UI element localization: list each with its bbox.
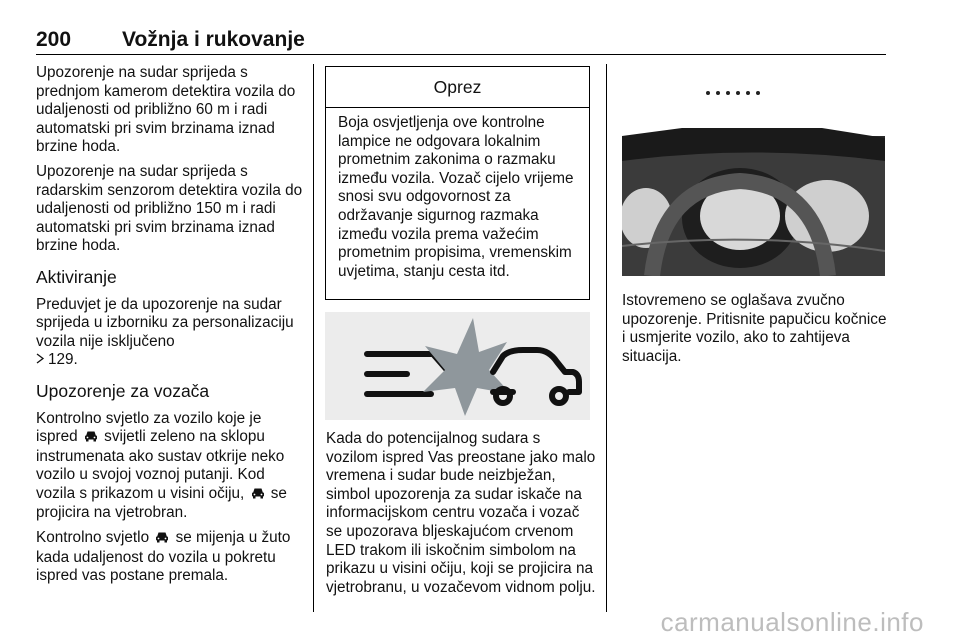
car-front-icon [84,429,98,448]
collision-caption: Kada do potencijalnog sudara s vozilom ispred Vas preostane jako malo vremena i sudar bude neizbježan, simbol upozorenja za sudar iskače na informacijskom centru vozača i vozač se upozorava bljeskajućom crvenom LED trakom ili iskočnim simbolom na prikazu u visini očiju, koji se projicira na vjetrobranu, u vozačevom vidnom polju. [326,430,596,596]
sound-warning-caption: Istovremeno se oglašava zvučno upozorenje. Pritisnite papučicu kočnice i usmjerite vozilo, ako to zahtijeva situacija. [622,292,887,365]
indicator-text-c: se projicira na vjetrobran. [36,484,287,522]
car-front-icon [155,530,169,549]
indicator-text-b: svijetli zeleno na sklopu instrumenata ako sustav otkrije neko vozilo u svojoj voznoj putanji. Kod vozila s prikazom u visini očiju, [36,428,285,502]
page-header [36,24,886,55]
page-number: 200 [36,28,72,51]
page-title: Vožnja i rukovanje [122,28,305,51]
indicator-yellow-text-b: se mijenja u žuto kada udaljenost do vozila u pokretu ispred vas postane premala. [36,529,291,585]
page-reference[interactable]: 129. [48,351,78,369]
collision-warning-symbol-figure [325,312,590,420]
arrow-icon [36,351,45,370]
car-front-icon [251,486,265,505]
indicator-text-a: Kontrolno svjetlo za vozilo koje je ispred [36,409,262,446]
caution-box [325,66,590,300]
column-divider-left [313,64,314,612]
left-column [36,64,304,592]
paragraph-activation [36,296,304,370]
paragraph-front-camera: Upozorenje na sudar sprijeda s prednjom kamerom detektira vozila do udaljenosti od približno 60 m i radi automatski pri svim brzinama iznad brzine hoda. [36,64,296,156]
caution-title: Oprez [326,67,589,108]
indicator-yellow-text-a: Kontrolno svjetlo [36,529,150,547]
watermark: carmanualsonline.info [660,607,924,637]
front-car-icon [493,350,579,403]
activation-text: Preduvjet je da upozorenje na sudar sprijeda u izborniku za personalizaciju vozila nije isključeno [36,295,294,350]
paragraph-radar-sensor: Upozorenje na sudar sprijeda s radarskim senzorom detektira vozila do udaljenosti od približno 150 m i radi automatski pri svim brzinama iznad brzine hoda. [36,162,303,255]
paragraph-indicator-yellow [36,529,304,586]
heading-driver-warning: Upozorenje za vozača [36,380,210,401]
column-divider-right [606,64,607,612]
paragraph-indicator-green [36,410,304,524]
heading-activation: Aktiviranje [36,266,117,287]
caution-text: Boja osvjetljenja ove kontrolne lampice ne odgovara lokalnim prometnim zakonima o razmaku između vozila. Vozač cijelo vrijeme snosi svu odgovornost za održavanje sigurnog razmaka između vozila prema važećim prometnim propisima, vremenskim uvjetima, stanju cesta itd. [338,114,574,280]
dashboard-figure [622,66,885,276]
